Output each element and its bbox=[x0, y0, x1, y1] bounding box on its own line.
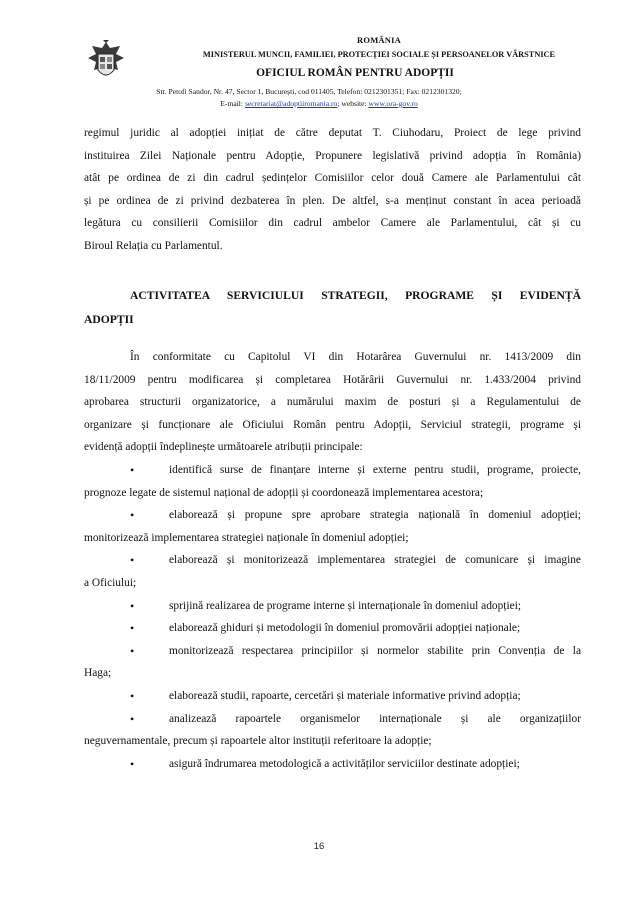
letterhead bbox=[0, 0, 638, 112]
header-office: OFICIUL ROMÂN PENTRU ADOPȚII bbox=[256, 67, 454, 79]
list-item-text: sprijină realizarea de programe interne și internaționale în domeniul adopției; bbox=[169, 599, 522, 612]
list-item-text: monitorizează respectarea principiilor și normelor stabilite prin Convenția de la bbox=[169, 644, 581, 657]
section-title-line: ACTIVITATEA SERVICIULUI STRATEGII, PROGRAME ȘI EVIDENȚĂ bbox=[130, 289, 581, 302]
list-item bbox=[84, 685, 581, 708]
list-item-text: elaborează studii, rapoarte, cercetări și materiale informative privind adopția; bbox=[169, 689, 521, 702]
section-heading bbox=[84, 284, 581, 332]
list-item bbox=[84, 549, 581, 594]
header-ministry: MINISTERUL MUNCII, FAMILIEI, PROTECȚIEI SOCIALE ȘI PERSOANELOR VÂRSTNICE bbox=[202, 50, 556, 59]
header-address: Str. Petofi Sandor, Nr. 47, Sector 1, București, cod 011405, Telefon: 0212301351; Fax: 0212301320; bbox=[156, 87, 462, 96]
list-item-text: identifică surse de finanțare interne și externe pentru studii, programe, proiecte, bbox=[169, 463, 581, 476]
bullet-icon bbox=[130, 617, 138, 641]
list-item bbox=[84, 753, 581, 776]
text-line: evidență adopții îndeplinește următoarele atribuții principale: bbox=[84, 441, 363, 454]
list-item bbox=[84, 459, 581, 504]
list-item-text: elaborează și monitorizează implementarea strategiei de comunicare și imagine bbox=[169, 554, 581, 567]
text-line: În conformitate cu Capitolul VI din Hotarârea Guvernului nr. 1413/2009 din bbox=[130, 351, 581, 363]
list-item bbox=[84, 640, 581, 685]
list-item-text: neguvernamentale, precum și rapoartele altor instituții referitoare la adopție; bbox=[84, 735, 432, 748]
bullet-icon bbox=[130, 640, 138, 664]
header-country: ROMÂNIA bbox=[357, 35, 401, 45]
list-item-text: elaborează ghiduri și metodologii în domeniul promovării adopției naționale; bbox=[169, 622, 521, 635]
website-link[interactable]: www.ora-gov.ro bbox=[368, 99, 418, 108]
bullet-icon bbox=[130, 708, 138, 732]
page-number: 16 bbox=[313, 841, 325, 852]
text-line: regimul juridic al adopției inițiat de către deputat T. Ciuhodaru, Proiect de lege privind bbox=[84, 127, 581, 139]
bullet-icon bbox=[130, 595, 138, 619]
main-paragraph bbox=[84, 346, 581, 775]
email-link[interactable]: secretariat@adoptiiromania.ro bbox=[244, 99, 338, 108]
list-item-text: a Oficiului; bbox=[84, 576, 137, 589]
list-item bbox=[84, 708, 581, 753]
intro-paragraph bbox=[84, 122, 581, 258]
text-line: și pe ordinea de zi privind dezbaterea în plen. De altfel, s-a menținut constant în acea perioadă bbox=[84, 194, 581, 207]
list-item-text: prognoze legate de sistemul național de adopții și coordonează implementarea acestora; bbox=[84, 486, 484, 499]
text-line: 18/11/2009 pentru modificarea și completarea Hotărârii Guvernului nr. 1.433/2004 privind bbox=[84, 373, 581, 386]
text-line: organizare și funcționare ale Oficiului Român pentru Adopții, Serviciul strategii, programe și bbox=[84, 418, 581, 431]
text-line: Biroul Relația cu Parlamentul. bbox=[84, 239, 223, 252]
bullet-icon bbox=[130, 753, 138, 777]
text-line: instituirea Zilei Naționale pentru Adopție, Propunere legislativă privind adopția în România) bbox=[84, 149, 581, 162]
list-item-text: asigură îndrumarea metodologică a activităților serviciilor destinate adopției; bbox=[169, 757, 520, 770]
coat-of-arms-icon bbox=[86, 40, 126, 86]
duties-list bbox=[84, 459, 581, 775]
bullet-icon bbox=[130, 685, 138, 709]
bullet-icon bbox=[130, 549, 138, 573]
section-title-line: ADOPȚII bbox=[84, 313, 134, 326]
list-item bbox=[84, 595, 581, 618]
text-line: legătura cu consilierii Comisiilor din cadrul ambelor Camere ale Parlamentului, cât și cu bbox=[84, 217, 581, 230]
bullet-icon bbox=[130, 504, 138, 528]
website-label: ; website: bbox=[337, 99, 369, 108]
list-item bbox=[84, 617, 581, 640]
list-item-text: Haga; bbox=[84, 667, 112, 680]
list-item bbox=[84, 504, 581, 549]
text-line: aprobarea structurii organizatorice, a numărului maxim de posturi și a Regulamentului de bbox=[84, 396, 581, 409]
list-item-text: monitorizează implementarea strategiei naționale în domeniul adopției; bbox=[84, 531, 409, 544]
header-contact bbox=[0, 99, 638, 108]
text-line: atât pe ordinea de zi din cadrul ședințelor Comisiilor celor două Camere ale Parlamentului cât bbox=[84, 172, 581, 185]
bullet-icon bbox=[130, 459, 138, 483]
list-item-text: elaborează și propune spre aprobare strategia națională în domeniul adopției; bbox=[169, 509, 581, 522]
list-item-text: analizează rapoartele organismelor internaționale și ale organizațiilor bbox=[169, 712, 581, 725]
email-label: E-mail: bbox=[220, 99, 245, 108]
